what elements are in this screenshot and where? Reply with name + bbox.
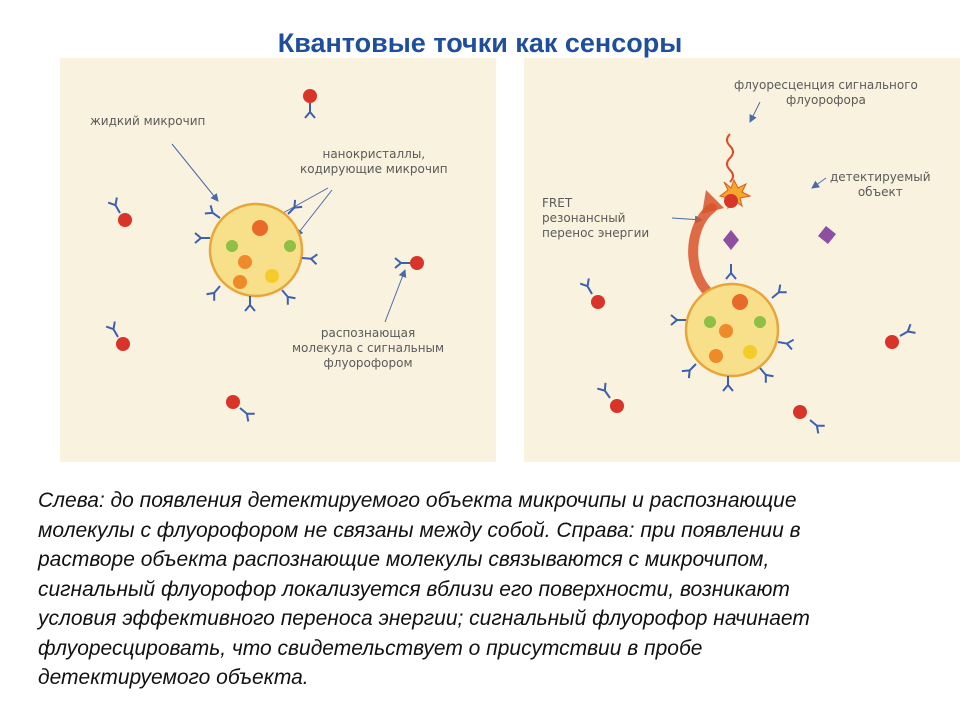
pointer-recognizer — [385, 270, 405, 322]
free-recognizer-molecule — [226, 395, 255, 421]
label-line: FRET — [542, 196, 573, 210]
fret-arrow-head — [702, 190, 724, 214]
label-recognizer-molecule — [292, 326, 444, 371]
nanocrystal-dot — [704, 316, 716, 328]
label-line: флуорофора — [785, 93, 866, 107]
label-line: флуоресценция сигнального — [734, 78, 918, 92]
pointer-target — [812, 178, 826, 188]
label-line: перенос энергии — [542, 226, 650, 240]
free-recognizer-molecule — [106, 322, 130, 351]
diagram-after-svg — [524, 58, 960, 462]
caption-line: сигнальный флуорофор локализуется вблизи его поверхности, возникают — [38, 577, 790, 601]
liquid-microchip-bead — [686, 284, 778, 376]
free-target — [818, 226, 836, 244]
fluorescence-wave — [727, 134, 733, 182]
label-line: флуорофором — [323, 356, 413, 370]
diagram-panel-before — [60, 58, 496, 462]
free-recognizer-molecule — [885, 324, 915, 349]
caption-line: молекулы с флуорофором не связаны между собой. Справа: при появлении в — [38, 518, 801, 542]
label-nanocrystals — [300, 147, 448, 177]
caption-line: детектируемого объекта. — [38, 666, 309, 689]
label-line: резонансный — [542, 211, 626, 225]
label-line: нанокристаллы, — [322, 147, 426, 161]
page-title: Квантовые точки как сенсоры — [277, 28, 683, 58]
nanocrystal-dot — [754, 316, 766, 328]
label-line: кодирующие микрочип — [300, 162, 448, 176]
caption-text — [38, 486, 938, 693]
free-recognizer-molecule — [303, 89, 317, 118]
label-line: молекула с сигнальным — [292, 341, 445, 355]
nanocrystal-dot — [732, 294, 748, 310]
label-line: детектируемый — [830, 170, 931, 184]
diagram-panel-after — [524, 58, 960, 462]
nanocrystal-dot — [709, 349, 723, 363]
nanocrystal-dot — [265, 269, 279, 283]
nanocrystal-dot — [233, 275, 247, 289]
nanocrystal-dot — [252, 220, 268, 236]
nanocrystal-dot — [284, 240, 296, 252]
free-recognizer-molecule — [597, 383, 624, 413]
label-line: объект — [857, 185, 903, 199]
caption-line: флуоресцировать, что свидетельствует о присутствии в пробе — [38, 636, 703, 660]
label-target — [830, 170, 931, 200]
pointer-nanocrystal-2 — [296, 190, 332, 236]
caption-line: условия эффективного переноса энергии; сигнальный флуорофор начинает — [38, 607, 810, 630]
free-recognizer-molecule — [395, 256, 424, 270]
nanocrystal-dot — [226, 240, 238, 252]
label-fluorescence — [734, 78, 918, 108]
label-liquid-microchip: жидкий микрочип — [90, 114, 206, 128]
caption-line: растворе объекта распознающие молекулы связываются с микрочипом, — [38, 548, 770, 571]
nanocrystal-dot — [719, 324, 733, 338]
liquid-microchip-bead — [210, 204, 302, 296]
free-recognizer-molecule — [580, 279, 605, 309]
free-recognizer-molecule — [793, 405, 825, 433]
free-recognizer-molecule — [108, 198, 132, 227]
nanocrystal-dot — [238, 255, 252, 269]
bound-target — [723, 230, 739, 250]
caption-line: Слева: до появления детектируемого объекта микрочипы и распознающие — [38, 489, 797, 512]
nanocrystal-dot — [743, 345, 757, 359]
label-fret — [542, 196, 649, 241]
label-line: распознающая — [320, 326, 416, 340]
signal-fluorophore — [724, 194, 738, 208]
pointer-microchip — [172, 144, 218, 201]
